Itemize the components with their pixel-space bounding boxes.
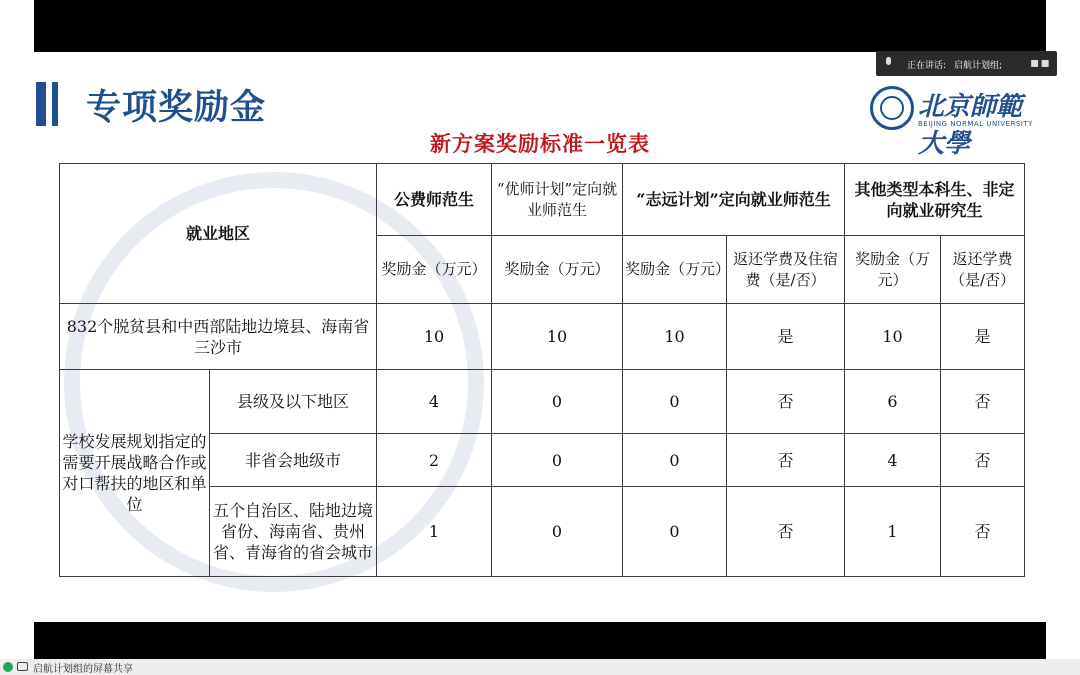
cell-other-refund: 是	[941, 304, 1025, 370]
cell-zhiyuan-refund: 否	[727, 487, 845, 577]
subheader-zhiyuan-refund: 返还学费及住宿费（是/否）	[727, 236, 845, 304]
cell-zhiyuan-refund: 是	[727, 304, 845, 370]
cell-other: 6	[845, 370, 941, 434]
right-margin	[1046, 0, 1080, 675]
cell-zhiyuan-refund: 否	[727, 434, 845, 487]
table-row	[60, 304, 1025, 370]
cell-other-refund: 否	[941, 370, 1025, 434]
left-margin	[0, 0, 34, 675]
university-logo-text: 北京師範大學	[918, 92, 1023, 159]
cell-other: 1	[845, 487, 941, 577]
cell-other-refund: 否	[941, 434, 1025, 487]
more-options-icon[interactable]: ▪▪	[1030, 55, 1051, 71]
subheader-zhiyuan-bonus: 奖励金（万元）	[623, 236, 727, 304]
cell-other: 10	[845, 304, 941, 370]
cell-other: 4	[845, 434, 941, 487]
cell-zhiyuan: 0	[623, 370, 727, 434]
bottom-letterbox	[34, 622, 1046, 659]
cell-other-refund: 否	[941, 487, 1025, 577]
share-indicator-icon	[3, 662, 13, 672]
header-public: 公费师范生	[377, 164, 492, 236]
table-row	[60, 370, 1025, 434]
header-other: 其他类型本科生、非定向就业研究生	[845, 164, 1025, 236]
school-group-label: 学校发展规划指定的需要开展战略合作或对口帮扶的地区和单位	[60, 370, 210, 577]
cell-public: 1	[377, 487, 492, 577]
cell-zhiyuan: 0	[623, 434, 727, 487]
reward-standards-table	[59, 163, 1025, 577]
slide-title: 专项奖励金	[86, 88, 267, 128]
subheader-youshi-bonus: 奖励金（万元）	[492, 236, 623, 304]
cell-youshi: 0	[492, 487, 623, 577]
cell-youshi: 0	[492, 370, 623, 434]
cell-youshi: 10	[492, 304, 623, 370]
row-region: 县级及以下地区	[210, 370, 377, 434]
subheader-public-bonus: 奖励金（万元）	[377, 236, 492, 304]
subheader-other-bonus: 奖励金（万元）	[845, 236, 941, 304]
header-region: 就业地区	[60, 164, 377, 304]
title-accent-bar-thin	[52, 82, 58, 126]
top-letterbox	[34, 0, 1046, 52]
cell-youshi: 0	[492, 434, 623, 487]
title-accent-bar	[36, 82, 46, 126]
subheader-other-refund: 返还学费（是/否）	[941, 236, 1025, 304]
speaker-name: 启航计划组;	[954, 61, 1003, 71]
university-seal-icon	[870, 86, 914, 130]
active-speaker-indicator[interactable]	[876, 51, 1057, 76]
screen-share-status-bar	[0, 659, 1080, 675]
university-logo-english: BEIJING NORMAL UNIVERSITY	[918, 120, 1033, 128]
cell-zhiyuan: 10	[623, 304, 727, 370]
cell-zhiyuan-refund: 否	[727, 370, 845, 434]
table-title: 新方案奖励标准一览表	[430, 131, 650, 156]
row-region: 五个自治区、陆地边境省份、海南省、贵州省、青海省的省会城市	[210, 487, 377, 577]
row-region: 非省会地级市	[210, 434, 377, 487]
cell-public: 2	[377, 434, 492, 487]
header-zhiyuan: “志远计划”定向就业师范生	[623, 164, 845, 236]
cell-public: 10	[377, 304, 492, 370]
speaker-label: 正在讲话:	[907, 61, 947, 71]
cell-zhiyuan: 0	[623, 487, 727, 577]
cell-public: 4	[377, 370, 492, 434]
row-region: 832个脱贫县和中西部陆地边境县、海南省三沙市	[60, 304, 377, 370]
header-youshi: “优师计划”定向就业师范生	[492, 164, 623, 236]
microphone-icon	[884, 57, 892, 69]
screen-share-icon[interactable]	[17, 662, 28, 671]
share-status-text: 启航计划组的屏幕共享	[33, 664, 133, 675]
